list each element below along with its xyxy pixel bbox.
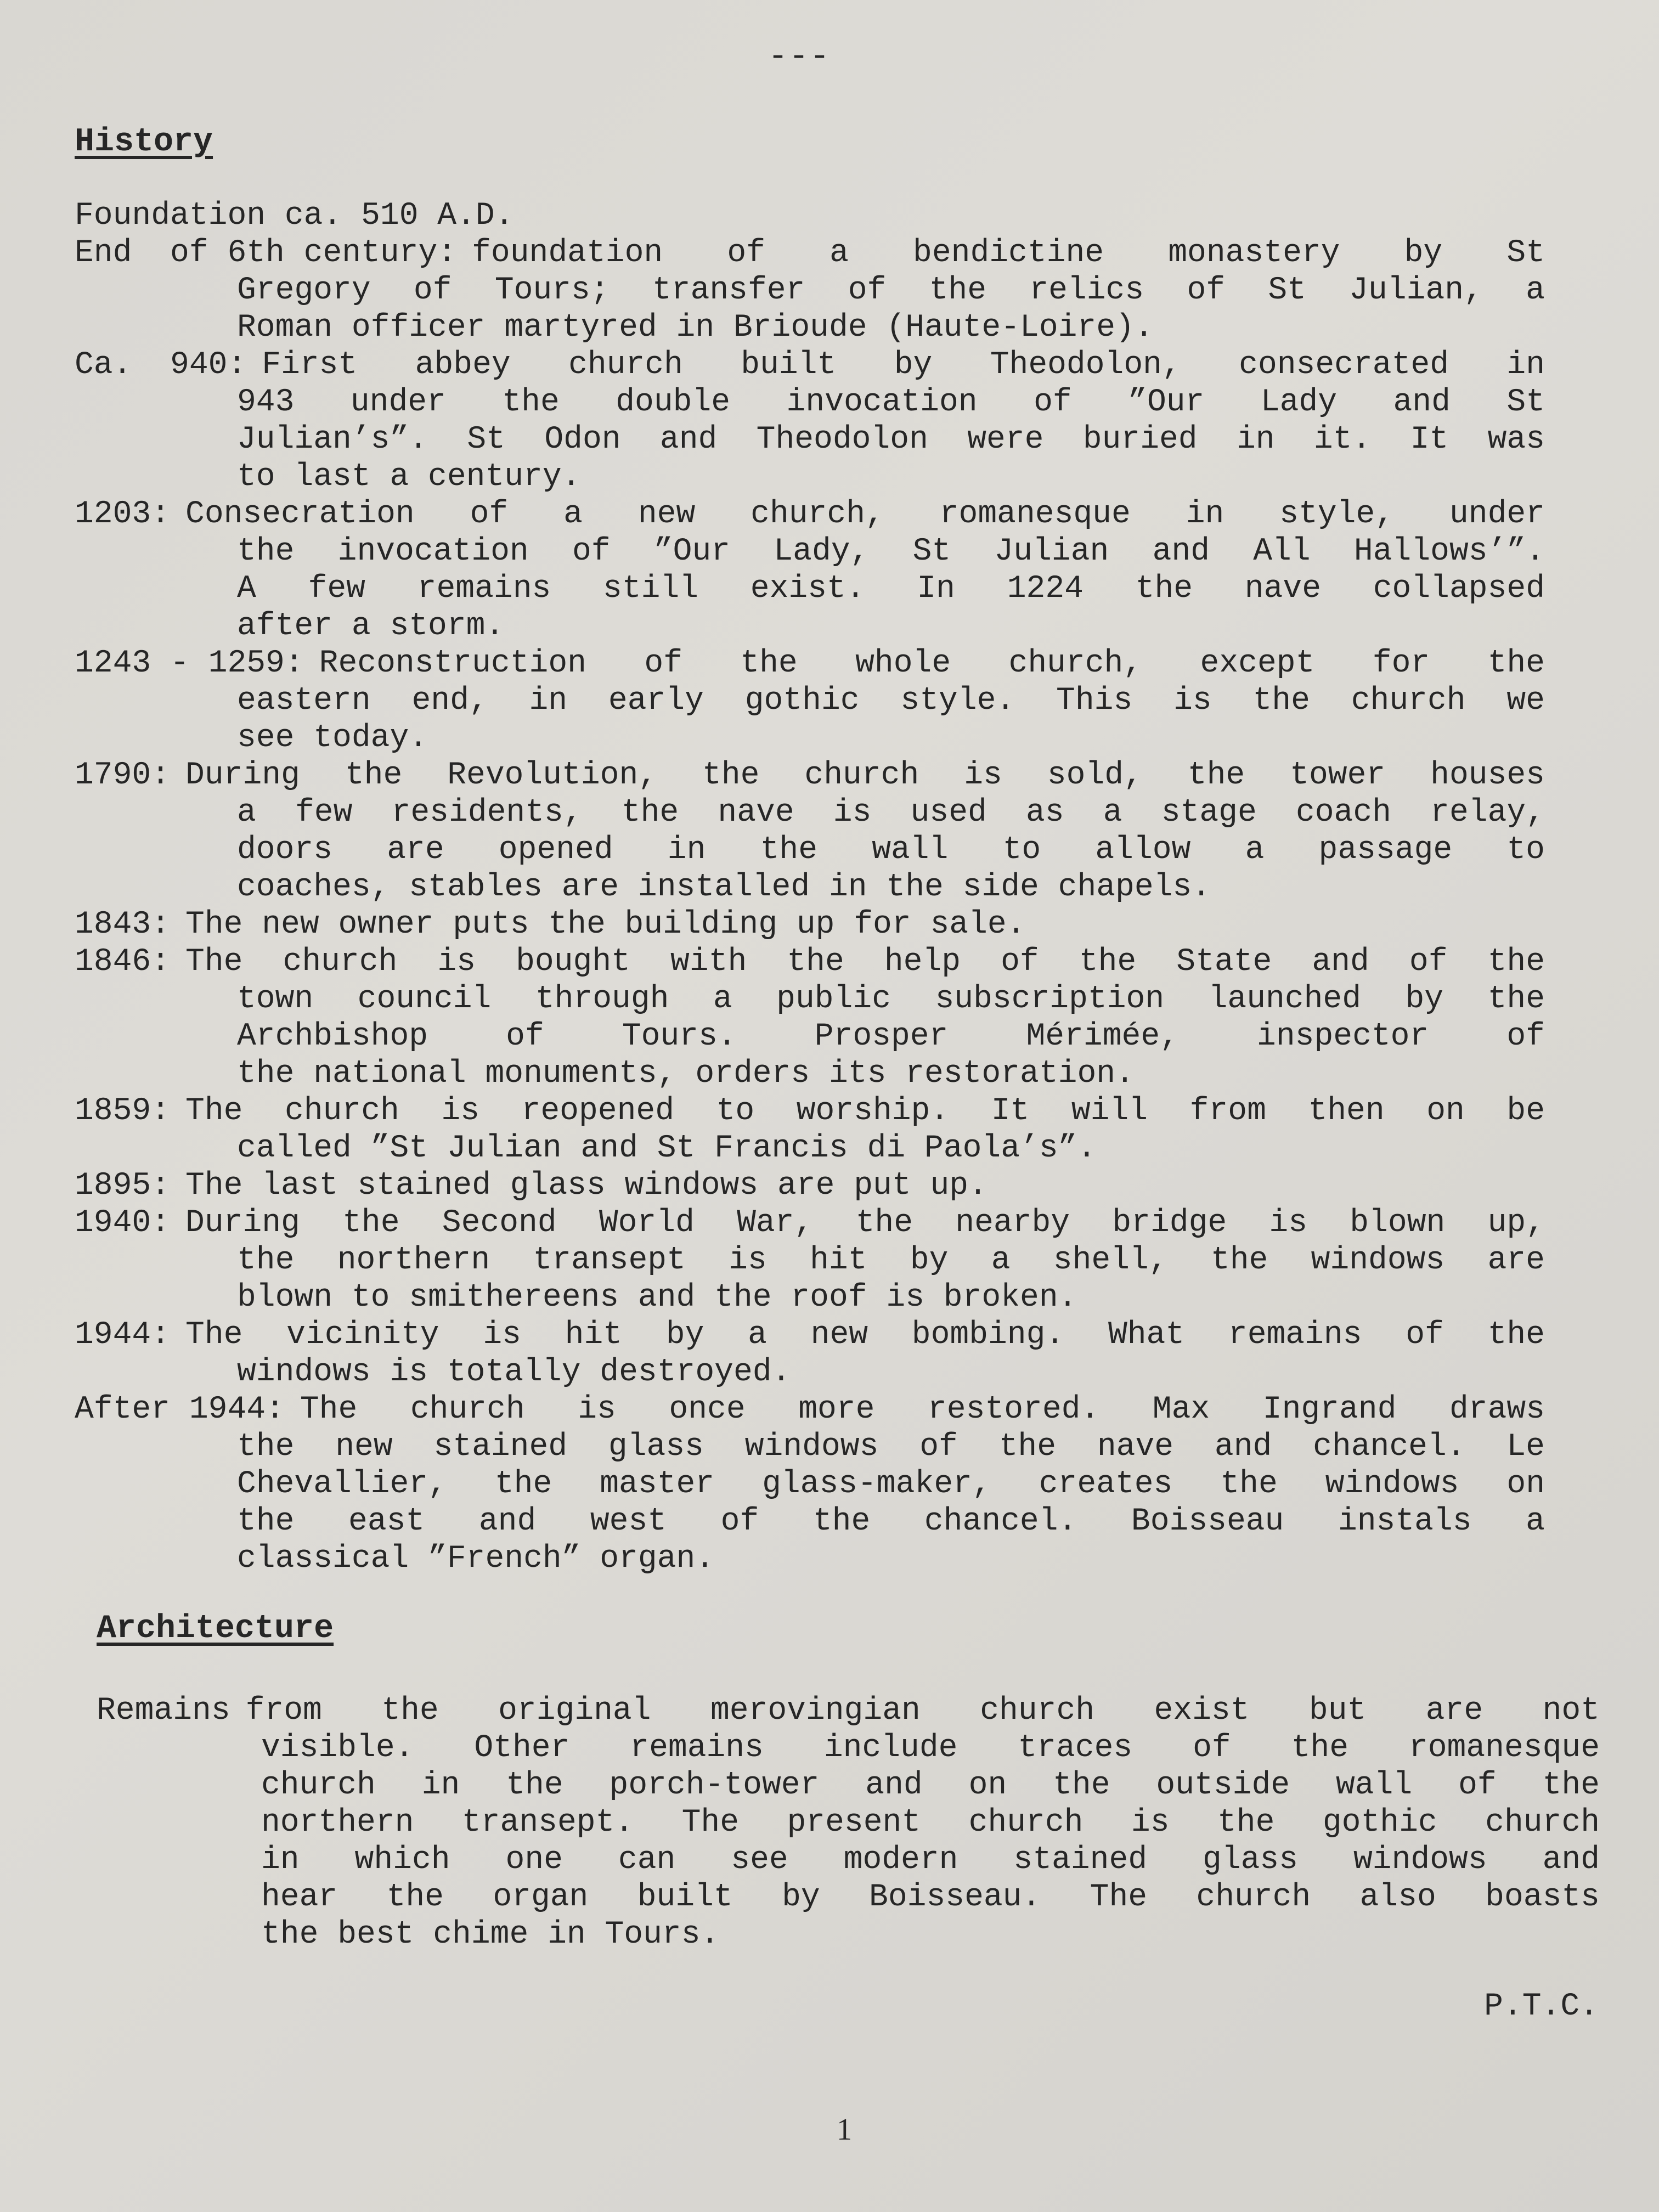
entry-date-label: 1895: [75,1168,171,1204]
entry-continuation-line [75,794,1545,832]
entry-text: church in the porch-tower and on the outside wall of the [261,1768,1600,1803]
entry-first-line [75,496,1545,533]
entry-continuation-line [97,1767,1600,1804]
entry-date-label: Remains [97,1693,230,1729]
entry-continuation-line [75,1429,1545,1466]
entry-continuation-line [75,1541,1545,1578]
entry-continuation-line [75,1354,1545,1391]
entry-continuation-line [75,384,1545,421]
top-mark: --- [768,38,831,76]
entry-continuation-line [75,272,1545,309]
entry-text: doors are opened in the wall to allow a passage to [237,832,1545,868]
entry-first-line [75,1391,1545,1429]
entry-first-line [97,1692,1600,1730]
entry-continuation-line [97,1879,1600,1916]
entry-text: the best chime in Tours. [261,1917,720,1953]
entry-date-label: 1944: [75,1317,171,1353]
entry [75,496,1545,645]
entry-text: 943 under the double invocation of ”Our Lady and St [237,385,1545,420]
entry-text: The church is reopened to worship. It will from then on be [185,1093,1545,1129]
entry-first-line [75,944,1545,981]
page-number: 1 [837,2113,852,2147]
entry-text: The church is bought with the help of the State and of the [185,944,1545,980]
entry-text: from the original merovingian church exist but are not [245,1693,1600,1729]
entry [75,645,1545,757]
history-heading: History [75,123,213,161]
entry-continuation-line [75,1056,1545,1093]
entry-first-line [75,645,1545,682]
entry-date-label: 1859: [75,1093,171,1129]
please-turn-over-note: P.T.C. [1484,1989,1599,2024]
entry-text: blown to smithereens and the roof is broken. [237,1280,1077,1316]
history-section [75,198,1545,1578]
entry-date-label: 1243 - 1259: [75,646,304,681]
entry-first-line [75,235,1545,272]
entry-date-label: 1940: [75,1205,171,1241]
entry-text: During the Revolution, the church is sold, the tower houses [185,758,1545,793]
entry [75,944,1545,1093]
entry-text: eastern end, in early gothic style. This is the church we [237,683,1545,719]
entry-text: see today. [237,720,428,756]
entry-continuation-line [75,1242,1545,1279]
entry-text: coaches, stables are installed in the side chapels. [237,870,1211,905]
entry-continuation-line [75,1018,1545,1056]
entry-continuation-line [75,832,1545,869]
entry-text: Chevallier, the master glass-maker, creates the windows on [237,1466,1545,1502]
entry [75,1391,1545,1578]
entry-date-label: 1790: [75,758,171,793]
entry-first-line [75,1093,1545,1130]
entry-continuation-line [97,1916,1600,1954]
entry-continuation-line [75,1279,1545,1317]
entry-text: Reconstruction of the whole church, except for the [319,646,1545,681]
entry [75,235,1545,347]
entry-first-line [75,1167,1545,1205]
entry-date-label: Foundation ca. 510 A.D. [75,198,514,234]
entry-text: The church is once more restored. Max Ingrand draws [300,1392,1545,1427]
entry-text: First abbey church built by Theodolon, consecrated in [262,347,1545,383]
entry-text: The last stained glass windows are put up. [185,1168,988,1204]
entry-continuation-line [97,1730,1600,1767]
entry-date-label: After 1944: [75,1392,285,1427]
architecture-heading: Architecture [97,1610,334,1647]
entry-text: northern transept. The present church is the gothic church [261,1805,1600,1841]
entry-date-label: 1846: [75,944,171,980]
entry-continuation-line [75,682,1545,720]
entry [75,347,1545,496]
entry-continuation-line [75,869,1545,906]
entry-text: called ”St Julian and St Francis di Paola’s”. [237,1131,1097,1166]
entry-continuation-line [97,1804,1600,1842]
entry-text: Roman officer martyred in Brioude (Haute-Loire). [237,310,1154,346]
entry-text: the invocation of ”Our Lady, St Julian and All Hallows’”. [237,534,1545,569]
entry-date-label: End of 6th century: [75,235,457,271]
entry-text: The vicinity is hit by a new bombing. What remains of the [185,1317,1545,1353]
entry-text: classical ”French” organ. [237,1541,715,1577]
entry-text: Archbishop of Tours. Prosper Mérimée, inspector of [237,1019,1545,1054]
entry-continuation-line [75,1130,1545,1167]
entry-continuation-line [75,421,1545,459]
entry-text: A few remains still exist. In 1224 the nave collapsed [237,571,1545,607]
entry-text: During the Second World War, the nearby bridge is blown up, [185,1205,1545,1241]
entry-text: the national monuments, orders its restoration. [237,1056,1135,1092]
entry-text: Gregory of Tours; transfer of the relics of St Julian, a [237,273,1545,308]
entry-date-label: 1843: [75,907,171,943]
entry [75,1205,1545,1317]
entry-text: foundation of a bendictine monastery by St [472,235,1545,271]
entry-first-line [75,1205,1545,1242]
entry-text: windows is totally destroyed. [237,1355,791,1390]
entry-continuation-line [75,608,1545,645]
entry-text: Julian’s”. St Odon and Theodolon were buried in it. It was [237,422,1545,458]
entry-continuation-line [75,981,1545,1018]
entry [75,1093,1545,1167]
entry [75,757,1545,906]
entry-text: the new stained glass windows of the nave and chancel. Le [237,1429,1545,1465]
entry-text: Consecration of a new church, romanesque in style, under [185,496,1545,532]
entry-continuation-line [75,533,1545,571]
entry-first-line [75,1317,1545,1354]
entry [97,1692,1600,1954]
entry [75,906,1545,944]
entry-continuation-line [97,1842,1600,1879]
entry [75,1167,1545,1205]
entry-text: visible. Other remains include traces of the romanesque [261,1730,1600,1766]
entry-continuation-line [75,1466,1545,1503]
entry-date-label: 1203: [75,496,171,532]
entry-text: the east and west of the chancel. Boisseau instals a [237,1504,1545,1539]
entry [75,198,1545,235]
entry-date-label: Ca. 940: [75,347,247,383]
entry-continuation-line [75,309,1545,347]
entry-first-line [75,906,1545,944]
entry-text: in which one can see modern stained glass windows and [261,1842,1600,1878]
entry-text: town council through a public subscription launched by the [237,981,1545,1017]
entry-continuation-line [75,720,1545,757]
entry-text: to last a century. [237,459,581,495]
entry-text: after a storm. [237,608,505,644]
entry-first-line [75,347,1545,384]
entry-text: The new owner puts the building up for sale. [185,907,1026,943]
entry-text: a few residents, the nave is used as a stage coach relay, [237,795,1545,831]
entry [75,1317,1545,1391]
entry-continuation-line [75,571,1545,608]
entry-text: the northern transept is hit by a shell, the windows are [237,1243,1545,1278]
entry-continuation-line [75,1503,1545,1541]
entry-continuation-line [75,459,1545,496]
entry-first-line [75,198,1545,235]
entry-text: hear the organ built by Boisseau. The church also boasts [261,1880,1600,1915]
entry-first-line [75,757,1545,794]
architecture-section [97,1692,1600,1954]
